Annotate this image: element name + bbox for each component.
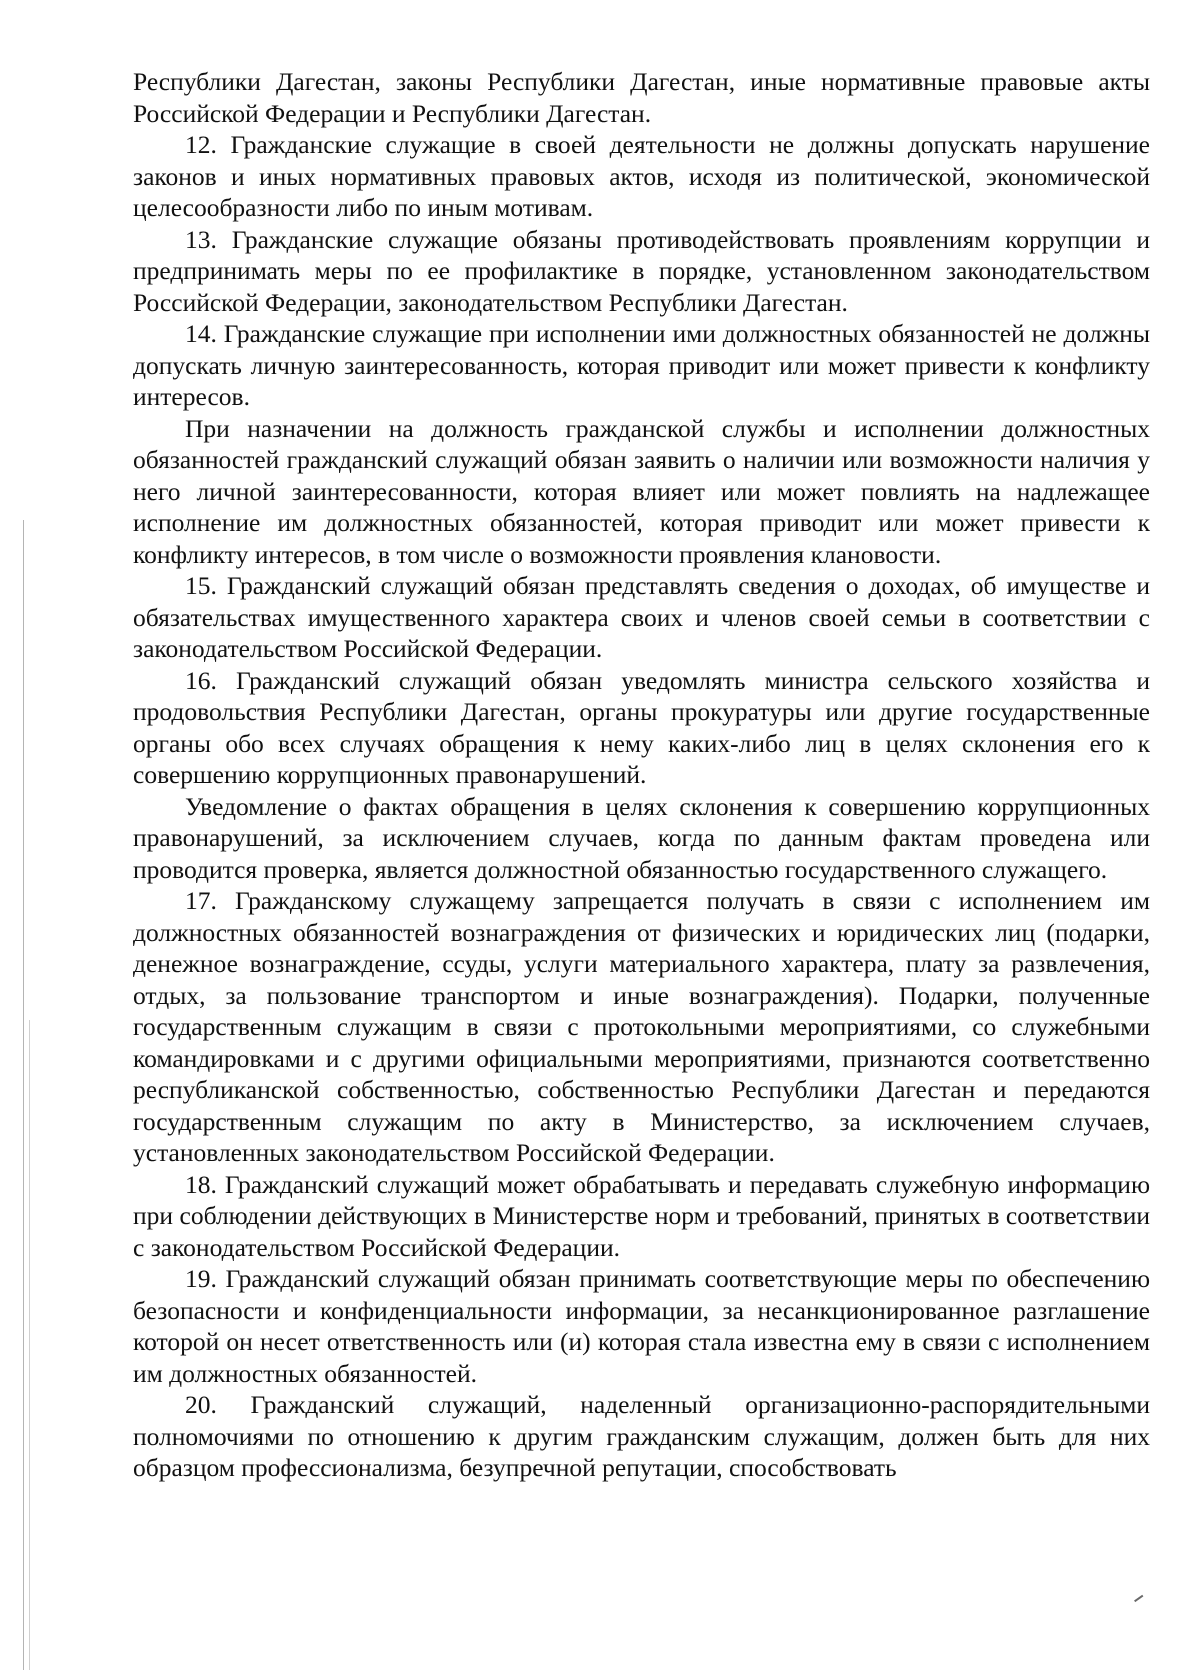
- paragraph-12: 12. Гражданские служащие в своей деятельности не должны допускать нарушение законов и иных нормативных правовых актов, исходя из политической, экономической целесообразности либо по иным мотивам.: [133, 130, 1150, 222]
- scan-artifact-line: [29, 1020, 30, 1670]
- paragraph-16: 16. Гражданский служащий обязан уведомлять министра сельского хозяйства и продовольствия Республики Дагестан, органы прокуратуры или другие государственные органы обо всех случаях обращения к нему каких-либо лиц в целях склонения его к совершению коррупционных правонарушений.: [133, 665, 1150, 789]
- scan-artifact-mark: [1131, 1590, 1144, 1602]
- paragraph-15: 15. Гражданский служащий обязан представлять сведения о доходах, об имуществе и обязательствах имущественного характера своих и членов своей семьи в соответствии с законодательством Российской Федерации.: [133, 571, 1150, 663]
- paragraph-18: 18. Гражданский служащий может обрабатывать и передавать служебную информацию при соблюдении действующих в Министерстве норм и требований, принятых в соответствии с законодательством Российской Федерации.: [133, 1169, 1150, 1262]
- paragraph-14-part-2: При назначении на должность гражданской службы и исполнении должностных обязанностей гражданский служащий обязан заявить о наличии или возможности наличия у него личной заинтересованности, которая влияет или может повлиять на надлежащее исполнение им должностных обязанностей, которая приводит или может привести к конфликту интересов, в том числе о возможности проявления клановости.: [133, 413, 1150, 569]
- document-body: [133, 66, 1150, 1484]
- paragraph-14: 14. Гражданские служащие при исполнении ими должностных обязанностей не должны допускать личную заинтересованность, которая приводит или может привести к конфликту интересов.: [133, 319, 1150, 411]
- paragraph-13: 13. Гражданские служащие обязаны противодействовать проявлениям коррупции и предпринимать меры по ее профилактике в порядке, установленном законодательством Российской Федерации, законодательством Республики Дагестан.: [133, 224, 1150, 317]
- paragraph-20: 20. Гражданский служащий, наделенный организационно-распорядительными полномочиями по отношению к другим гражданским служащим, должен быть для них образцом профессионализма, безупречной репутации, способствовать: [133, 1390, 1150, 1482]
- scan-artifact-line: [23, 520, 24, 1670]
- paragraph-19: 19. Гражданский служащий обязан принимать соответствующие меры по обеспечению безопасности и конфиденциальности информации, за несанкционированное разглашение которой он несет ответственность или (и) которая стала известна ему в связи с исполнением им должностных обязанностей.: [133, 1264, 1150, 1388]
- paragraph-continuation: Республики Дагестан, законы Республики Дагестан, иные нормативные правовые акты Российской Федерации и Республики Дагестан.: [133, 67, 1150, 128]
- paragraph-17: 17. Гражданскому служащему запрещается получать в связи с исполнением им должностных обязанностей вознаграждения от физических и юридических лиц (подарки, денежное вознаграждение, ссуды, услуги материального характера, плату за развлечения, отдых, за пользование транспортом и иные вознаграждения). Подарки, полученные государственным служащим в связи с протокольными мероприятиями, со служебными командировками и с другими официальными мероприятиями, признаются соответственно республиканской собственностью, собственностью Республики Дагестан и передаются государственным служащим по акту в Министерство, за исключением случаев, установленных законодательством Российской Федерации.: [133, 886, 1150, 1167]
- paragraph-16-part-2: Уведомление о фактах обращения в целях склонения к совершению коррупционных правонарушений, за исключением случаев, когда по данным фактам проведена или проводится проверка, является должностной обязанностью государственного служащего.: [133, 791, 1150, 884]
